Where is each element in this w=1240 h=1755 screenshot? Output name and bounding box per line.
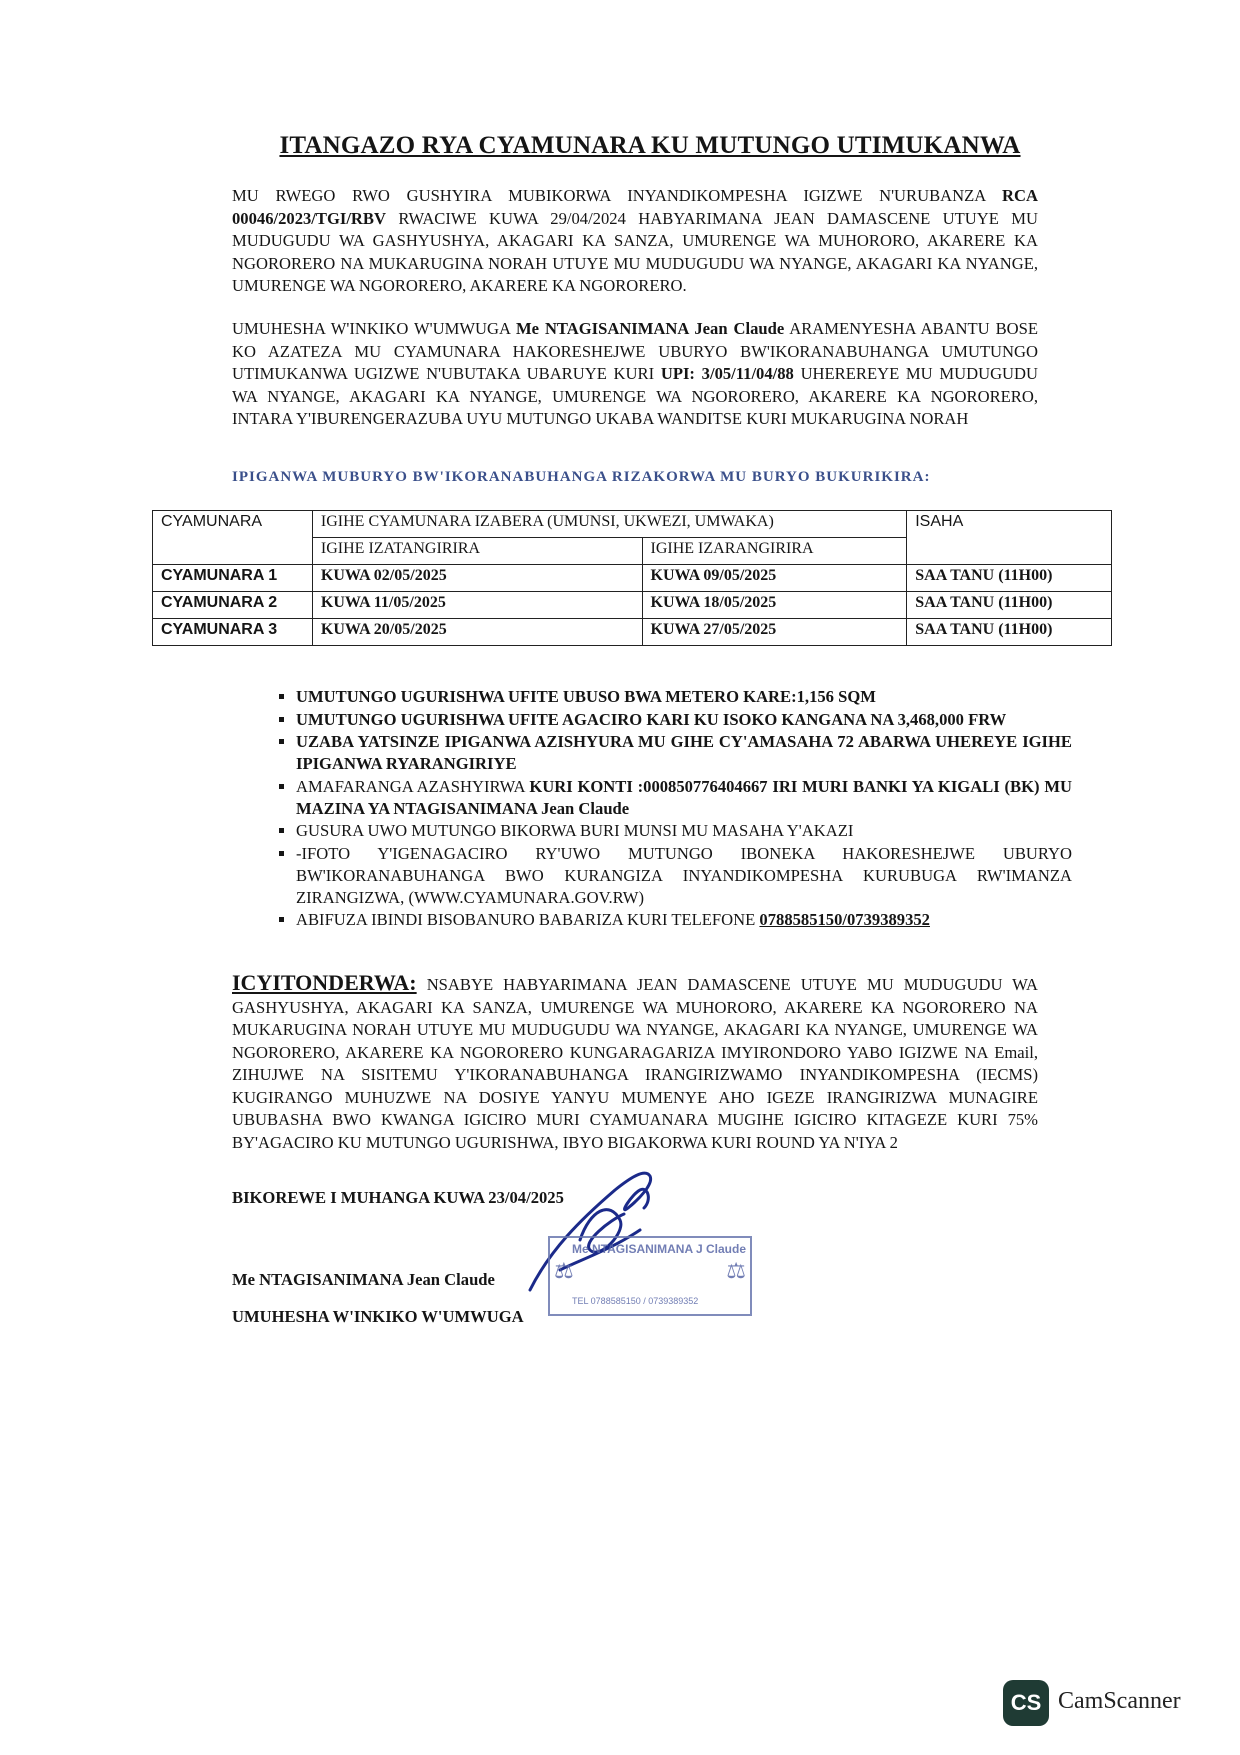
list-item: ▪ UMUTUNGO UGURISHWA UFITE AGACIRO KARI KU ISOKO KANGANA NA 3,468,000 FRW: [296, 709, 1072, 731]
note-text: NSABYE HABYARIMANA JEAN DAMASCENE UTUYE MU MUDUGUDU WA GASHYUSHYA, AKAGARI KA SANZA, UMURENGE WA MUHORORO, AKARERE KA NGORORERO NA MUKARUGINA NORAH UTUYE MU MUDUGUDU WA NYANGE, AKAGARI KA NYANGE, UMURENGE WA NGORORERO, AKARERE KA NGORORERO KUNGARAGARIZA IMYIRONDORO YABO IGIZWE NA Email, ZIHUJWE NA SISITEMU Y'IKORANABUHANGA IRANGIRIZWAMO INYANDIKOMPESHA (IECMS) KUGIRANGO MUHUZWE NA DOSIYE YANYU MUMENYE AHO IGEZE IRANGIRIZWA MUNAGIRE UBUBASHA BWO KWANGA IGICIRO MURI CYAMUANARA MUGIHE IGICIRO KITAGEZE KURI 75% BY'AGACIRO KU MUTUNGO UGURISHWA, IBYO BIGAKORWA KURI ROUND YA N'IYA 2: [232, 975, 1038, 1152]
header-start: IGIHE IZATANGIRIRA: [312, 538, 642, 565]
auction-time: SAA TANU (11H00): [907, 565, 1112, 592]
start-date: KUWA 02/05/2025: [312, 565, 642, 592]
header-period: IGIHE CYAMUNARA IZABERA (UMUNSI, UKWEZI, UMWAKA): [312, 511, 906, 538]
upi-number: UPI: 3/05/11/04/88: [660, 364, 794, 383]
list-item: ▪ -IFOTO Y'IGENAGACIRO RY'UWO MUTUNGO IBONEKA HAKORESHEJWE UBURYO BW'IKORANABUHANGA BWO KURANGIZA INYANDIKOMPESHA KURUBUGA RW'IMANZA ZIRANGIZWA, (WWW.CYAMUNARA.GOV.RW): [296, 843, 1072, 909]
auction-name: CYAMUNARA 1: [153, 565, 313, 592]
document-title: ITANGAZO RYA CYAMUNARA KU MUTUNGO UTIMUKANWA: [279, 132, 1021, 159]
note-heading: ICYITONDERWA:: [232, 970, 417, 995]
camscanner-logo-icon: CS: [1003, 1680, 1049, 1726]
intro-text-2: RWACIWE KUWA 29/04/2024 HABYARIMANA JEAN DAMASCENE UTUYE MU MUDUGUDU WA GASHYUSHYA, AKAGARI KA SANZA, UMURENGE WA MUHORORO, AKARERE KA NGORORERO NA MUKARUGINA NORAH UTUYE MU MUDUGUDU WA NYANGE, AKAGARI KA NYANGE, UMURENGE WA NGORORERO, AKARERE KA NGORORERO.: [232, 208, 1038, 295]
scales-icon: ⚖: [726, 1258, 746, 1283]
list-item: ▪ GUSURA UWO MUTUNGO BIKORWA BURI MUNSI MU MASAHA Y'AKAZI: [296, 820, 1072, 842]
auction-name: CYAMUNARA 2: [153, 592, 313, 619]
list-item-text: ABIFUZA IBINDI BISOBANURO BABARIZA KURI TELEFONE: [296, 910, 760, 929]
start-date: KUWA 11/05/2025: [312, 592, 642, 619]
intro-paragraph: [232, 185, 1038, 298]
stamp-phone: TEL 0788585150 / 0739389352: [572, 1296, 699, 1306]
table-row: [153, 565, 1112, 592]
announcement-text-2: ARAMENYESHA ABANTU BOSE KO AZATEZA MU CYAMUNARA HAKORESHEJWE UBURYO BW'IKORANABUHANGA UMUTUNGO UTIMUKANWA UGIZWE N'UBUTAKA UBARUYE KURI: [232, 319, 1038, 383]
list-item: [296, 909, 1072, 931]
header-time: ISAHA: [907, 511, 1112, 565]
start-date: KUWA 20/05/2025: [312, 619, 642, 646]
case-number: RCA 00046/2023/TGI/RBV: [232, 186, 1038, 228]
signer-name: Me NTAGISANIMANA Jean Claude: [232, 1270, 495, 1289]
list-item: ▪ UMUTUNGO UGURISHWA UFITE UBUSO BWA METERO KARE:1,156 SQM: [296, 686, 1072, 708]
header-auction: CYAMUNARA: [153, 511, 313, 565]
announcement-text-3: UHEREREYE MU MUDUGUDU WA NYANGE, AKAGARI KA NYANGE, UMURENGE WA NGORORERO, AKARERE KA NGORORERO, INTARA Y'IBURENGERAZUBA UYU MUTUNGO UKABA WANDITSE KURI MUKARUGINA NORAH: [232, 364, 1039, 428]
note-paragraph: [232, 972, 1038, 1154]
bailiff-stamp: [548, 1236, 752, 1316]
table-header-row: [153, 511, 1112, 538]
auction-name: CYAMUNARA 3: [153, 619, 313, 646]
end-date: KUWA 27/05/2025: [642, 619, 907, 646]
scales-icon: ⚖: [554, 1258, 574, 1283]
bank-account-text: KURI KONTI :000850776404667 IRI MURI BANKI YA KIGALI (BK) MU MAZINA YA NTAGISANIMANA Jean Claude: [296, 776, 1072, 818]
schedule-heading: IPIGANWA MUBURYO BW'IKORANABUHANGA RIZAKORWA MU BURYO BUKURIKIRA:: [232, 469, 931, 485]
signer-title: UMUHESHA W'INKIKO W'UMWUGA: [232, 1307, 524, 1326]
list-item: ▪ UZABA YATSINZE IPIGANWA AZISHYURA MU GIHE CY'AMASAHA 72 ABARWA UHEREYE IGIHE IPIGANWA RYARANGIRIYE: [296, 731, 1072, 775]
terms-list: [262, 686, 1072, 932]
auction-time: SAA TANU (11H00): [907, 592, 1112, 619]
camscanner-label: CamScanner: [1058, 1688, 1181, 1714]
place-date: BIKOREWE I MUHANGA KUWA 23/04/2025: [232, 1188, 564, 1207]
header-end: IGIHE IZARANGIRIRA: [642, 538, 907, 565]
auction-time: SAA TANU (11H00): [907, 619, 1112, 646]
table-row: [153, 619, 1112, 646]
auction-schedule-table: [152, 510, 1112, 646]
bailiff-name: Me NTAGISANIMANA Jean Claude: [516, 319, 785, 338]
announcement-paragraph: [232, 318, 1038, 431]
end-date: KUWA 09/05/2025: [642, 565, 907, 592]
phone-numbers: 0788585150/0739389352: [759, 910, 930, 929]
intro-text-1: MU RWEGO RWO GUSHYIRA MUBIKORWA INYANDIKOMPESHA IGIZWE N'URUBANZA: [232, 186, 1003, 205]
end-date: KUWA 18/05/2025: [642, 592, 907, 619]
list-item: [296, 776, 1072, 820]
stamp-name: Me NTAGISANIMANA J Claude: [572, 1242, 747, 1256]
announcement-text-1: UMUHESHA W'INKIKO W'UMWUGA: [232, 319, 516, 338]
list-item-text: AMAFARANGA AZASHYIRWA: [296, 776, 530, 796]
table-row: [153, 592, 1112, 619]
